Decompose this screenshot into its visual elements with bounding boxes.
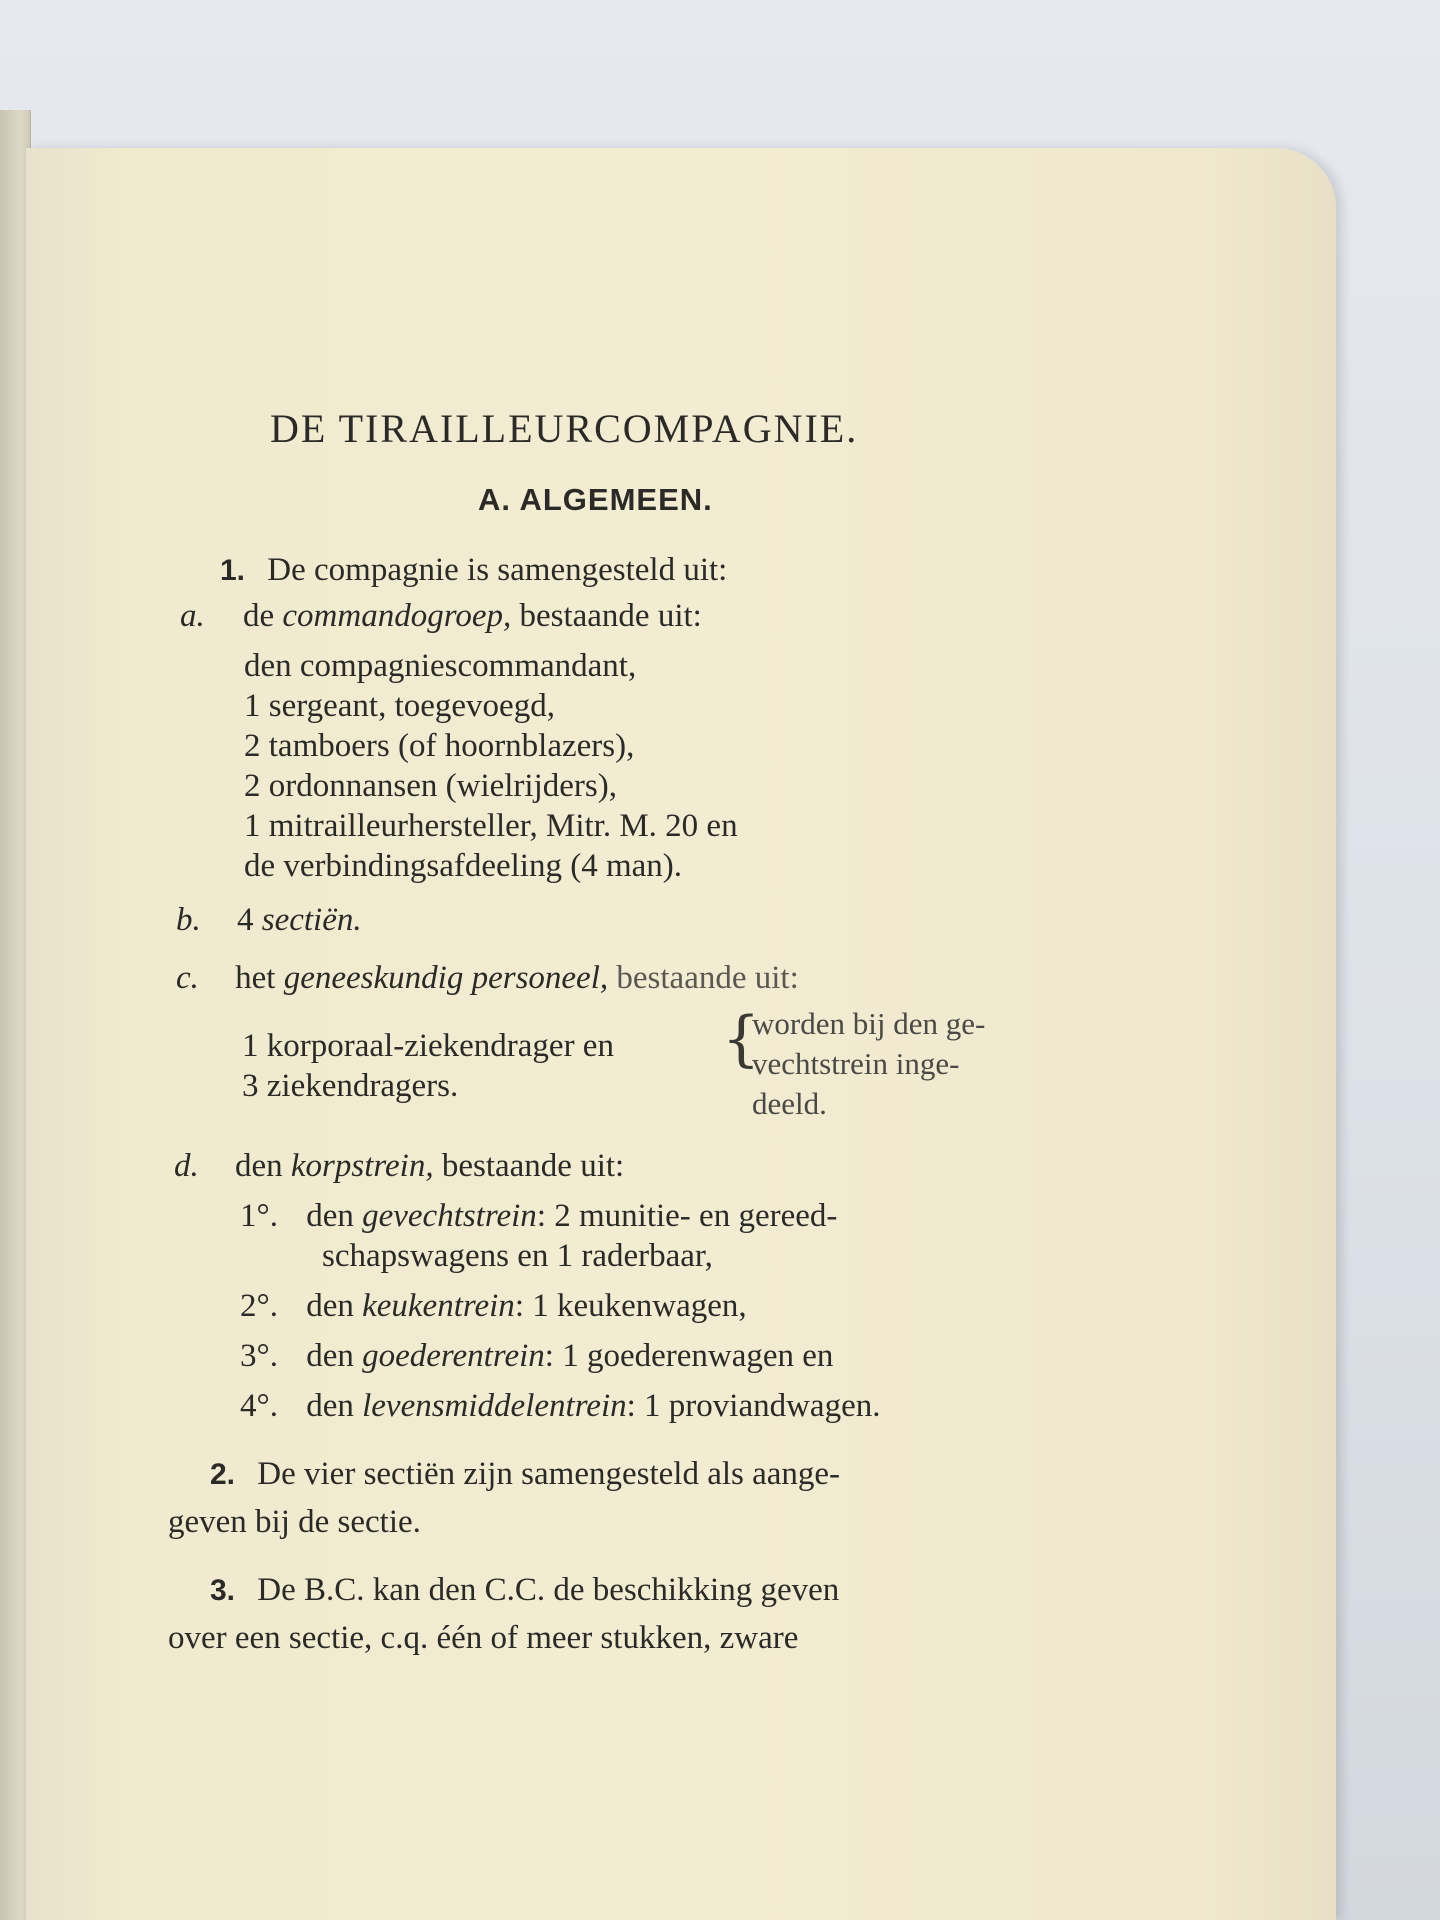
item-a-line: [180, 596, 702, 636]
item-c-suffix: bestaande uit:: [616, 960, 799, 996]
sub-item-4: [240, 1386, 880, 1426]
list-item: vechtstrein inge-: [752, 1046, 960, 1081]
item-a-suffix: bestaande uit:: [519, 598, 702, 634]
sub-item-1: [240, 1196, 837, 1236]
sub-rest: : 1 proviandwagen.: [626, 1388, 881, 1424]
sub-rest: : 1 goederenwagen en: [544, 1338, 834, 1374]
list-item: de verbindingsafdeeling (4 man).: [244, 848, 683, 884]
list-item: worden bij den ge-: [752, 1006, 986, 1041]
item-d-line: [174, 1146, 624, 1186]
sub-pre: den: [306, 1388, 354, 1424]
item-c-prefix: het: [235, 960, 276, 996]
para1-number: 1.: [220, 554, 246, 587]
item-a-label: a.: [180, 598, 205, 634]
para1-text: De compagnie is samengesteld uit:: [267, 552, 728, 588]
sub-pre: den: [306, 1198, 354, 1234]
item-c-left: [242, 1026, 614, 1106]
sub-item-3: [240, 1336, 833, 1376]
sub-pre: den: [306, 1338, 354, 1374]
para3-number: 3.: [210, 1574, 236, 1607]
sub-number: 2°.: [240, 1288, 278, 1324]
item-c-right: [752, 1004, 985, 1124]
page-title: DE TIRAILLEURCOMPAGNIE.: [270, 406, 859, 451]
list-item: 1 mitrailleurhersteller, Mitr. M. 20 en: [244, 808, 738, 844]
sub-number: 4°.: [240, 1388, 278, 1424]
list-item: 3 ziekendragers.: [242, 1068, 459, 1104]
para3-line: [210, 1570, 839, 1611]
item-d-prefix: den: [235, 1148, 283, 1184]
list-item: 2 ordonnansen (wielrijders),: [244, 768, 617, 804]
para2-line: [210, 1454, 840, 1495]
list-item: deeld.: [752, 1086, 827, 1121]
para2-cont: geven bij de sectie.: [168, 1504, 421, 1540]
item-b-line: [176, 900, 362, 940]
brace-icon: {: [722, 1004, 761, 1074]
item-d-suffix: bestaande uit:: [441, 1148, 625, 1184]
list-item: 1 korporaal-ziekendrager en: [242, 1028, 614, 1064]
sub-term: goederentrein: [362, 1338, 545, 1374]
sub-rest: : 2 munitie- en gereed-: [536, 1198, 838, 1234]
item-b-label: b.: [176, 902, 201, 938]
sub-term: keukentrein: [362, 1288, 515, 1324]
sub-item-1-cont: schapswagens en 1 raderbaar,: [322, 1238, 713, 1274]
list-item: 1 sergeant, toegevoegd,: [244, 688, 555, 724]
sub-number: 3°.: [240, 1338, 278, 1374]
sub-rest: : 1 keukenwagen,: [514, 1288, 747, 1324]
para2-text: De vier sectiën zijn samengesteld als aange-: [257, 1456, 841, 1492]
item-c-line: [176, 958, 799, 998]
section-heading: A. ALGEMEEN.: [478, 482, 713, 517]
item-b-term: sectiën.: [261, 902, 362, 938]
para1-line: [220, 550, 727, 591]
item-c-term: geneeskundig personeel,: [283, 960, 609, 996]
item-a-term: commandogroep,: [282, 598, 512, 634]
sub-term: gevechtstrein: [362, 1198, 537, 1234]
item-b-prefix: 4: [237, 902, 254, 938]
item-a-prefix: de: [243, 598, 275, 634]
para2-number: 2.: [210, 1458, 236, 1491]
sub-item-2: [240, 1286, 747, 1326]
sub-pre: den: [306, 1288, 354, 1324]
sub-term: levensmiddelentrein: [362, 1388, 627, 1424]
item-c-label: c.: [176, 960, 199, 996]
item-d-term: korpstrein,: [290, 1148, 434, 1184]
item-d-label: d.: [174, 1148, 199, 1184]
para3-text: De B.C. kan den C.C. de beschikking geven: [257, 1572, 840, 1608]
list-item: 2 tamboers (of hoornblazers),: [244, 728, 635, 764]
para3-cont: over een sectie, c.q. één of meer stukken, zware: [168, 1620, 799, 1656]
item-a-list: [244, 646, 738, 886]
sub-number: 1°.: [240, 1198, 278, 1234]
list-item: den compagniescommandant,: [244, 648, 637, 684]
